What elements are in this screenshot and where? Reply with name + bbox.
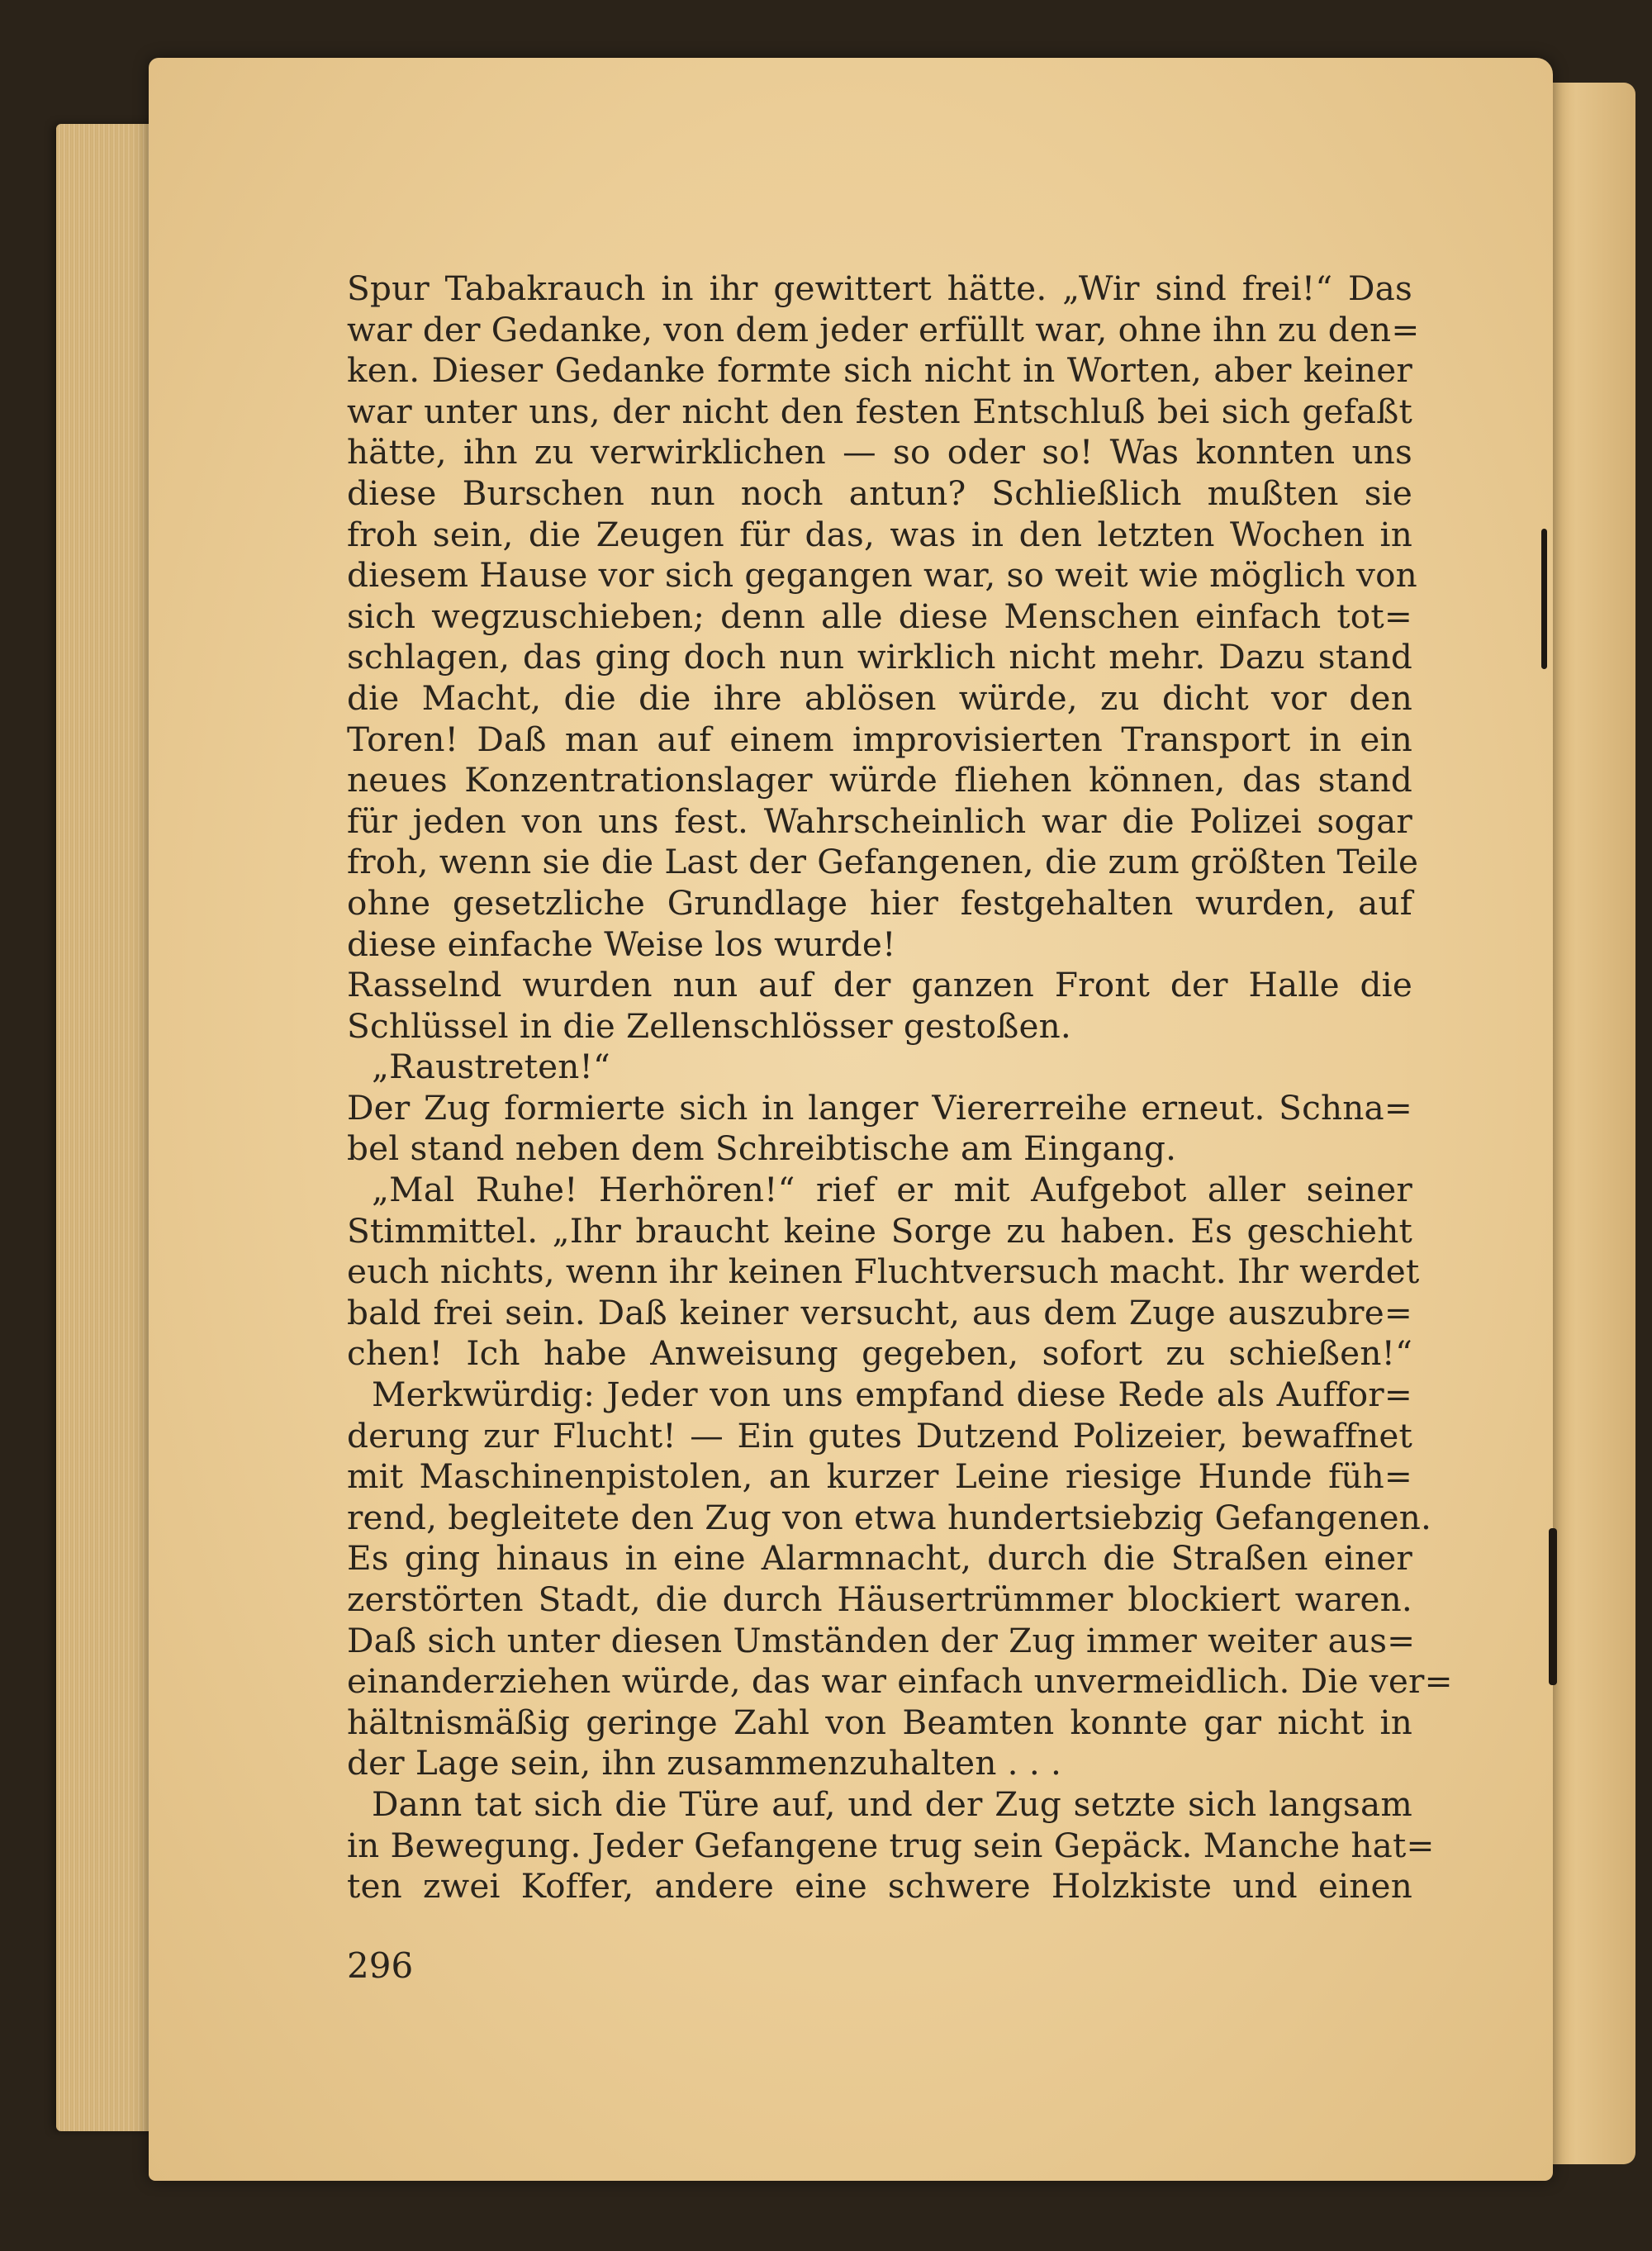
text-line: hätte, ihn zu verwirklichen — so oder so! Was konnten uns	[347, 432, 1412, 473]
text-line: euch nichts, wenn ihr keinen Fluchtversuch macht. Ihr werdet	[347, 1251, 1420, 1292]
text-line: diese Burschen nun noch antun? Schließlich mußten sie	[347, 473, 1412, 513]
text-line: bel stand neben dem Schreibtische am Eingang.	[347, 1128, 1177, 1169]
text-line: in Bewegung. Jeder Gefangene trug sein Gepäck. Manche hat=	[347, 1825, 1435, 1865]
text-line: Dann tat sich die Türe auf, und der Zug setzte sich langsam	[372, 1783, 1412, 1824]
text-line: Der Zug formierte sich in langer Viererreihe erneut. Schna=	[347, 1087, 1412, 1128]
text-line: mit Maschinenpistolen, an kurzer Leine riesige Hunde füh=	[347, 1456, 1412, 1497]
text-line: Spur Tabakrauch in ihr gewittert hätte. „Wir sind frei!“ Das	[347, 268, 1412, 308]
text-line: ten zwei Koffer, andere eine schwere Holzkiste und einen	[347, 1866, 1412, 1907]
text-line: Stimmittel. „Ihr braucht keine Sorge zu haben. Es geschieht	[347, 1210, 1412, 1251]
text-line: der Lage sein, ihn zusammenzuhalten . . .	[347, 1743, 1062, 1783]
text-line: chen! Ich habe Anweisung gegeben, sofort zu schießen!“	[347, 1333, 1412, 1374]
text-line: diesem Hause vor sich gegangen war, so weit wie möglich von	[347, 555, 1417, 596]
page-number: 296	[347, 1945, 414, 1986]
text-line: sich wegzuschieben; denn alle diese Menschen einfach tot=	[347, 596, 1412, 636]
text-line: ohne gesetzliche Grundlage hier festgehalten wurden, auf	[347, 882, 1412, 923]
scan-clip-mark	[1541, 529, 1547, 669]
text-line: Schlüssel in die Zellenschlösser gestoßen.	[347, 1005, 1071, 1046]
text-line: rend, begleitete den Zug von etwa hundertsiebzig Gefangenen.	[347, 1497, 1432, 1537]
text-line: war der Gedanke, von dem jeder erfüllt war, ohne ihn zu den=	[347, 309, 1420, 349]
text-line: zerstörten Stadt, die durch Häusertrümmer blockiert waren.	[347, 1579, 1412, 1619]
text-line: schlagen, das ging doch nun wirklich nicht mehr. Dazu stand	[347, 637, 1412, 677]
text-line: Toren! Daß man auf einem improvisierten Transport in ein	[347, 719, 1412, 759]
text-line: war unter uns, der nicht den festen Entschluß bei sich gefaßt	[347, 391, 1412, 431]
text-line: froh sein, die Zeugen für das, was in den letzten Wochen in	[347, 514, 1412, 554]
text-line: Es ging hinaus in eine Alarmnacht, durch die Straßen einer	[347, 1538, 1412, 1579]
text-line: bald frei sein. Daß keiner versucht, aus dem Zuge auszubre=	[347, 1292, 1412, 1332]
text-line: derung zur Flucht! — Ein gutes Dutzend Polizeier, bewaffnet	[347, 1415, 1412, 1456]
text-line: diese einfache Weise los wurde!	[347, 924, 896, 964]
text-line: Merkwürdig: Jeder von uns empfand diese Rede als Auffor=	[372, 1375, 1412, 1415]
text-line: einanderziehen würde, das war einfach unvermeidlich. Die ver=	[347, 1661, 1453, 1702]
body-text	[347, 268, 1453, 1907]
text-line: neues Konzentrationslager würde fliehen können, das stand	[347, 760, 1412, 800]
text-line: Rasselnd wurden nun auf der ganzen Front der Halle die	[347, 965, 1412, 1005]
text-line: die Macht, die die ihre ablösen würde, zu dicht vor den	[347, 677, 1412, 718]
text-line: hältnismäßig geringe Zahl von Beamten konnte gar nicht in	[347, 1702, 1412, 1742]
text-line: Daß sich unter diesen Umständen der Zug immer weiter aus=	[347, 1620, 1416, 1660]
text-line: ken. Dieser Gedanke formte sich nicht in Worten, aber keiner	[347, 350, 1412, 391]
scan-clip-mark	[1549, 1528, 1557, 1685]
text-line: „Mal Ruhe! Herhören!“ rief er mit Aufgebot aller seiner	[372, 1170, 1412, 1210]
text-line: froh, wenn sie die Last der Gefangenen, die zum größten Teile	[347, 842, 1419, 882]
text-line: „Raustreten!“	[372, 1047, 610, 1087]
text-line: für jeden von uns fest. Wahrscheinlich war die Polizei sogar	[347, 800, 1412, 841]
